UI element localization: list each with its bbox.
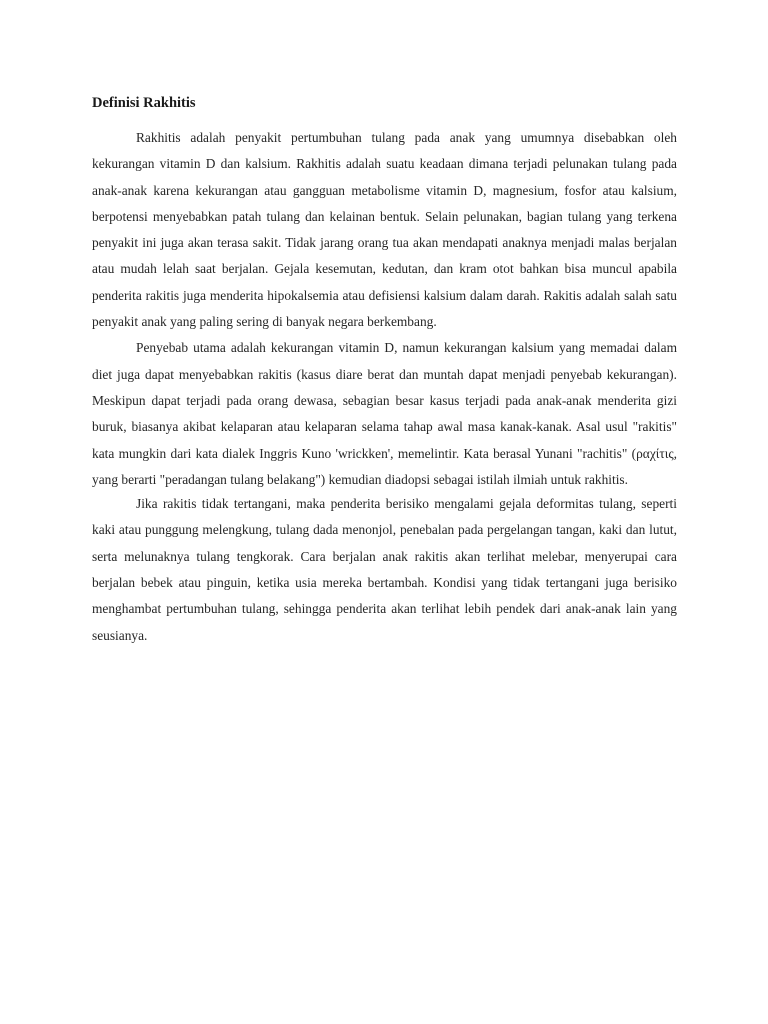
document-body bbox=[92, 93, 677, 649]
document-title: Definisi Rakhitis bbox=[92, 95, 196, 111]
paragraph-causes: Penyebab utama adalah kekurangan vitamin D, namun kekurangan kalsium yang memadai dalam diet juga dapat menyebabkan rakitis (kasus diare berat dan muntah dapat menjadi penyebab kekurangan). Meskipun dapat terjadi pada orang dewasa, sebagian besar kasus terjadi pada anak-anak menderita gizi buruk, biasanya akibat kelaparan atau kelaparan selama tahap awal masa kanak-kanak. Asal usul "rakitis" kata mungkin dari kata dialek Inggris Kuno 'wrickken', memelintir. Kata berasal Yunani "rachitis" (ραχίτις, yang berarti "peradangan tulang belakang") kemudian diadopsi sebagai istilah ilmiah untuk rakhitis. bbox=[92, 340, 677, 487]
paragraph-complications: Jika rakitis tidak tertangani, maka penderita berisiko mengalami gejala deformitas tulang, seperti kaki atau punggung melengkung, tulang dada menonjol, penebalan pada pergelangan tangan, kaki dan lutut, serta melunaknya tulang tengkorak. Cara berjalan anak rakitis akan terlihat melebar, menyerupai cara berjalan bebek atau pinguin, ketika usia mereka bertambah. Kondisi yang tidak tertangani juga berisiko menghambat pertumbuhan tulang, sehingga penderita akan terlihat lebih pendek dari anak-anak lain yang seusianya. bbox=[92, 496, 677, 643]
paragraph-definition: Rakhitis adalah penyakit pertumbuhan tulang pada anak yang umumnya disebabkan oleh kekurangan vitamin D dan kalsium. Rakhitis adalah suatu keadaan dimana terjadi pelunakan tulang pada anak-anak karena kekurangan atau gangguan metabolisme vitamin D, magnesium, fosfor atau kalsium, berpotensi menyebabkan patah tulang dan kelainan bentuk. Selain pelunakan, bagian tulang yang terkena penyakit ini juga akan terasa sakit. Tidak jarang orang tua akan mendapati anaknya menjadi malas berjalan atau mudah lelah saat berjalan. Gejala kesemutan, kedutan, dan kram otot bahkan bisa muncul apabila penderita rakitis juga menderita hipokalsemia atau defisiensi kalsium dalam darah. Rakitis adalah salah satu penyakit anak yang paling sering di banyak negara berkembang. bbox=[92, 130, 677, 330]
